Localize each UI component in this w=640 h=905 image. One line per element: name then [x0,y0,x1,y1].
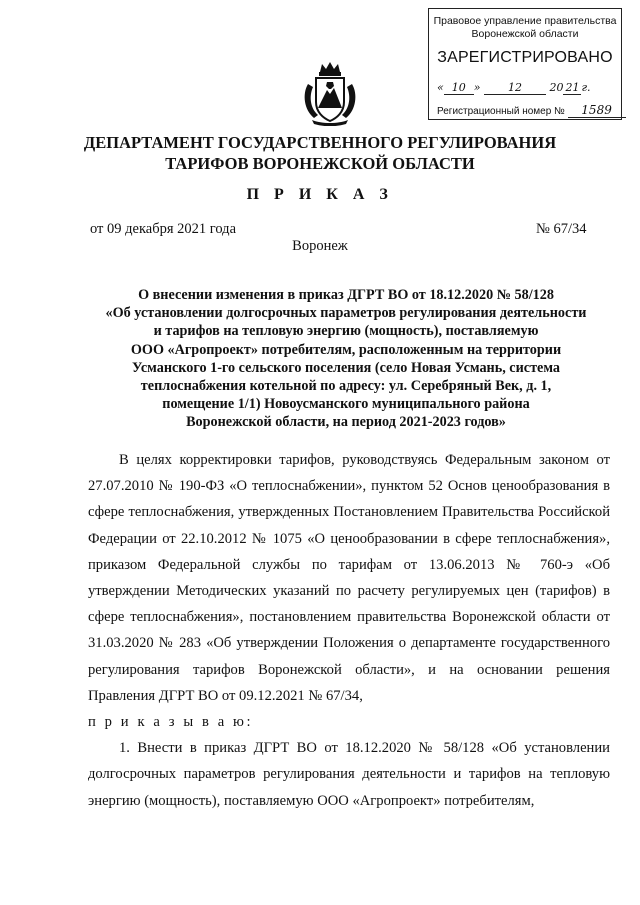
stamp-authority-line2: Воронежской области [471,28,579,40]
title-line: О внесении изменения в приказ ДГРТ ВО от 18.12.2020 № 58/128 [138,287,554,303]
document-body [88,447,610,814]
voronezh-coat-of-arms-icon [300,60,360,126]
clause-1-paragraph: 1. Внести в приказ ДГРТ ВО от 18.12.2020 № 58/128 «Об установлении долгосрочных параметров регулирования деятельности и тарифов на тепловую энергию (мощность), поставляемую ООО «Агропроект» потребителям, [88,740,610,809]
document-title [80,286,612,432]
stamp-date: « 10 » 12 20 21 г. [437,81,591,94]
stamp-registered-label: ЗАРЕГИСТРИРОВАНО [437,49,613,66]
title-line: и тарифов на тепловую энергию (мощность), поставляемую [153,323,539,340]
order-word: п р и к а з ы в а ю: [88,714,254,731]
stamp-reg-number-label: Регистрационный номер № [437,106,565,117]
title-line: Усманского 1-го сельского поселения (село Новая Усмань, система [131,359,561,376]
title-line: Воронежской области, на период 2021-2023 годов» [186,414,506,431]
title-line: «Об установлении долгосрочных параметров регулирования деятельности [105,305,587,322]
registration-stamp [428,8,622,120]
stamp-day: 10 [444,81,474,95]
document-date: от 09 декабря 2021 года [90,221,236,237]
stamp-month: 12 [484,81,546,95]
document-city: Воронеж [292,238,348,254]
stamp-year-suffix: 21 [565,81,580,94]
stamp-reg-number-row [437,103,613,118]
preamble-paragraph: В целях корректировки тарифов, руководствуясь Федеральным законом от 27.07.2010 № 190-ФЗ «О теплоснабжении», пунктом 52 Основ ценообразования в сфере теплоснабжения, утвержденных Постановлением Правительства Российской Федерации от 22.10.2012 № 1075 «О ценообразовании в сфере теплоснабжения», приказом Федеральной службы по тарифам от 13.06.2013 № 760-э «Об утверждении Методических указаний по расчету регулируемых цен (тарифов) в сфере теплоснабжения», постановлением правительства Воронежской области от 31.03.2020 № 283 «Об утверждении Положения о департаменте государственного регулирования тарифов Воронежской области», и на основании решения Правления ДГРТ ВО от 09.12.2021 № 67/34, [88,452,610,704]
stamp-year-prefix: 20 [549,81,564,94]
stamp-reg-number: 1589 [568,103,626,118]
department-name [0,132,640,174]
department-name-line2: ТАРИФОВ ВОРОНЕЖСКОЙ ОБЛАСТИ [165,154,475,173]
document-number: № 67/34 [536,221,587,237]
document-type: П Р И К А З [246,186,394,203]
stamp-authority-line1: Правовое управление правительства [433,15,617,27]
title-line: ООО «Агропроект» потребителям, расположенным на территории [130,341,562,358]
department-name-line1: ДЕПАРТАМЕНТ ГОСУДАРСТВЕННОГО РЕГУЛИРОВАНИЯ [83,133,557,152]
title-line: помещение 1/1) Новоусманского муниципального района [162,396,530,413]
title-line: теплоснабжения котельной по адресу: ул. Серебряный Век, д. 1, [140,378,552,395]
